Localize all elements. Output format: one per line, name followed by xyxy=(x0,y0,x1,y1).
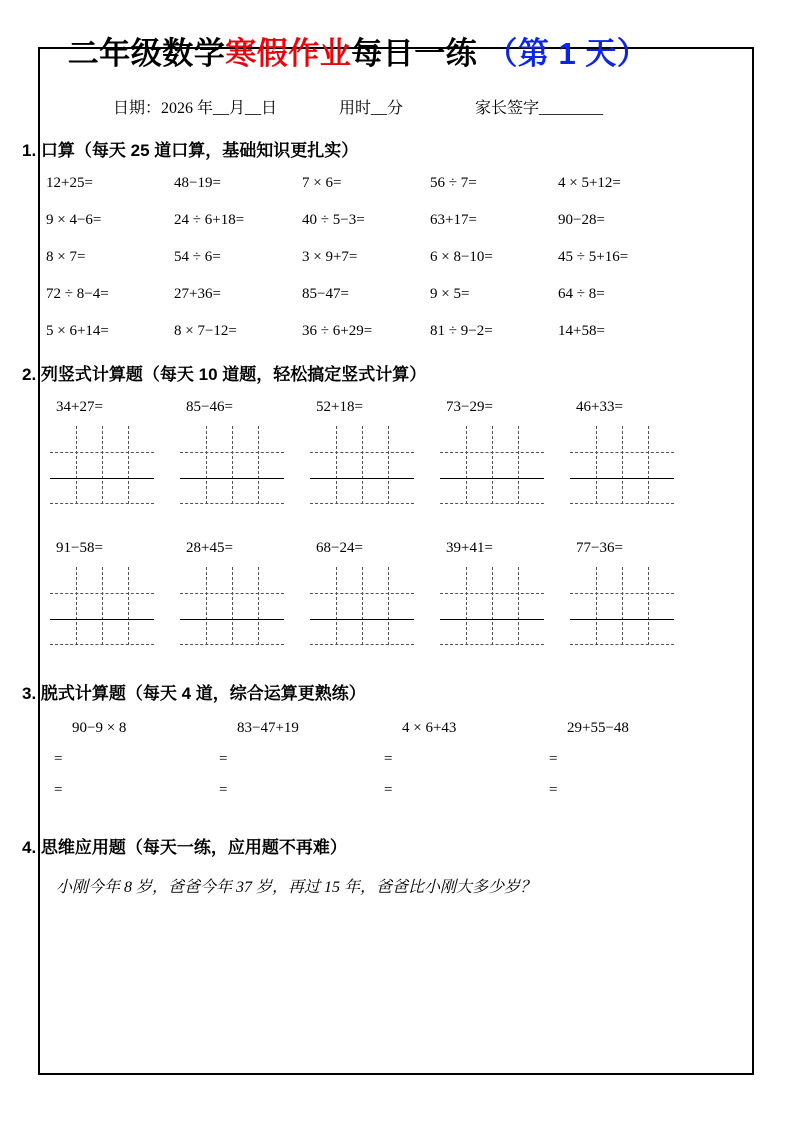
vertical-problem-label: 77−36= xyxy=(576,540,623,556)
oral-problem[interactable]: 36 ÷ 6+29= xyxy=(302,323,373,339)
step-problem[interactable] xyxy=(370,720,535,799)
oral-problem[interactable]: 12+25= xyxy=(46,175,93,191)
step-equals-line-1[interactable]: = xyxy=(54,751,63,767)
vertical-work-grid[interactable] xyxy=(180,567,284,645)
time-used-field[interactable]: 用时__分 xyxy=(338,100,403,117)
oral-math-row xyxy=(46,212,686,229)
oral-problem[interactable]: 54 ÷ 6= xyxy=(174,249,221,265)
oral-problem[interactable]: 9 × 4−6= xyxy=(46,212,102,228)
oral-problem[interactable]: 63+17= xyxy=(430,212,477,228)
oral-problem[interactable]: 72 ÷ 8−4= xyxy=(46,286,109,302)
vertical-work-grid[interactable] xyxy=(180,426,284,504)
step-problem[interactable] xyxy=(535,720,700,799)
vertical-problem[interactable] xyxy=(566,540,696,645)
vertical-problem[interactable] xyxy=(176,399,306,504)
vertical-math-row xyxy=(46,540,696,645)
parent-signature-field[interactable]: 家长签字________ xyxy=(475,100,604,117)
vertical-problem[interactable] xyxy=(436,540,566,645)
title-part-daily-practice: 每日一练 xyxy=(351,36,478,71)
section-heading-vertical-math: 2. 列竖式计算题（每天 10 道题，轻松搞定竖式计算） xyxy=(22,365,427,384)
vertical-work-grid[interactable] xyxy=(50,426,154,504)
title-part-winter-homework: 寒假作业 xyxy=(225,36,352,71)
vertical-work-grid[interactable] xyxy=(50,567,154,645)
step-expression: 90−9 × 8 xyxy=(72,720,127,736)
oral-problem[interactable]: 9 × 5= xyxy=(430,286,470,302)
oral-math-row xyxy=(46,323,686,340)
vertical-problem-label: 68−24= xyxy=(316,540,363,556)
oral-problem[interactable]: 6 × 8−10= xyxy=(430,249,493,265)
step-equals-line-2[interactable]: = xyxy=(384,782,393,798)
vertical-problem-label: 73−29= xyxy=(446,399,493,415)
vertical-work-grid[interactable] xyxy=(570,567,674,645)
step-expression: 29+55−48 xyxy=(567,720,629,736)
vertical-math-row xyxy=(46,399,696,504)
date-field[interactable]: 日期：2026 年__月__日 xyxy=(112,100,277,117)
vertical-work-grid[interactable] xyxy=(440,567,544,645)
oral-math-row xyxy=(46,175,686,192)
step-math-expressions-row xyxy=(40,720,700,799)
oral-problem[interactable]: 3 × 9+7= xyxy=(302,249,358,265)
oral-math-row xyxy=(46,286,686,303)
title-part-grade-subject: 二年级数学 xyxy=(67,36,226,71)
oral-problem[interactable]: 45 ÷ 5+16= xyxy=(558,249,629,265)
step-equals-line-1[interactable]: = xyxy=(384,751,393,767)
vertical-work-grid[interactable] xyxy=(310,567,414,645)
vertical-problem[interactable] xyxy=(306,399,436,504)
vertical-problem[interactable] xyxy=(176,540,306,645)
vertical-work-grid[interactable] xyxy=(440,426,544,504)
vertical-problem-label: 85−46= xyxy=(186,399,233,415)
oral-problem[interactable]: 90−28= xyxy=(558,212,605,228)
oral-math-grid xyxy=(46,175,686,340)
vertical-problem[interactable] xyxy=(46,540,176,645)
section-heading-oral-math: 1. 口算（每天 25 道口算，基础知识更扎实） xyxy=(22,141,359,160)
vertical-problem-label: 52+18= xyxy=(316,399,363,415)
vertical-math-block xyxy=(46,399,696,645)
step-problem[interactable] xyxy=(205,720,370,799)
oral-problem[interactable]: 7 × 6= xyxy=(302,175,342,191)
section-heading-step-math: 3. 脱式计算题（每天 4 道，综合运算更熟练） xyxy=(22,684,366,703)
oral-problem[interactable]: 40 ÷ 5−3= xyxy=(302,212,365,228)
vertical-work-grid[interactable] xyxy=(570,426,674,504)
oral-math-row xyxy=(46,249,686,266)
oral-problem[interactable]: 85−47= xyxy=(302,286,349,302)
word-problem-text: 小刚今年 8 岁，爸爸今年 37 岁，再过 15 年，爸爸比小刚大多少岁？ xyxy=(56,879,537,896)
vertical-problem-label: 46+33= xyxy=(576,399,623,415)
step-problem[interactable] xyxy=(40,720,205,799)
vertical-problem-label: 34+27= xyxy=(56,399,103,415)
vertical-problem[interactable] xyxy=(306,540,436,645)
oral-problem[interactable]: 56 ÷ 7= xyxy=(430,175,477,191)
page-title xyxy=(0,28,716,73)
vertical-work-grid[interactable] xyxy=(310,426,414,504)
oral-problem[interactable]: 5 × 6+14= xyxy=(46,323,109,339)
section-heading-word-problem: 4. 思维应用题（每天一练，应用题不再难） xyxy=(22,838,347,857)
step-equals-line-2[interactable]: = xyxy=(549,782,558,798)
oral-problem[interactable]: 48−19= xyxy=(174,175,221,191)
vertical-problem-label: 39+41= xyxy=(446,540,493,556)
oral-problem[interactable]: 24 ÷ 6+18= xyxy=(174,212,245,228)
step-equals-line-2[interactable]: = xyxy=(54,782,63,798)
step-equals-line-1[interactable]: = xyxy=(219,751,228,767)
step-equals-line-1[interactable]: = xyxy=(549,751,558,767)
meta-row xyxy=(0,95,716,118)
vertical-problem-label: 91−58= xyxy=(56,540,103,556)
oral-problem[interactable]: 14+58= xyxy=(558,323,605,339)
oral-problem[interactable]: 8 × 7−12= xyxy=(174,323,237,339)
vertical-problem[interactable] xyxy=(566,399,696,504)
oral-problem[interactable]: 27+36= xyxy=(174,286,221,302)
oral-problem[interactable]: 64 ÷ 8= xyxy=(558,286,605,302)
step-expression: 4 × 6+43 xyxy=(402,720,457,736)
step-math-block xyxy=(40,720,700,799)
vertical-row-spacer xyxy=(46,504,696,540)
oral-problem[interactable]: 81 ÷ 9−2= xyxy=(430,323,493,339)
oral-problem[interactable]: 4 × 5+12= xyxy=(558,175,621,191)
vertical-problem[interactable] xyxy=(46,399,176,504)
step-expression: 83−47+19 xyxy=(237,720,299,736)
title-part-day-number: （第 1 天） xyxy=(486,36,649,71)
oral-problem[interactable]: 8 × 7= xyxy=(46,249,86,265)
step-equals-line-2[interactable]: = xyxy=(219,782,228,798)
vertical-problem-label: 28+45= xyxy=(186,540,233,556)
vertical-problem[interactable] xyxy=(436,399,566,504)
